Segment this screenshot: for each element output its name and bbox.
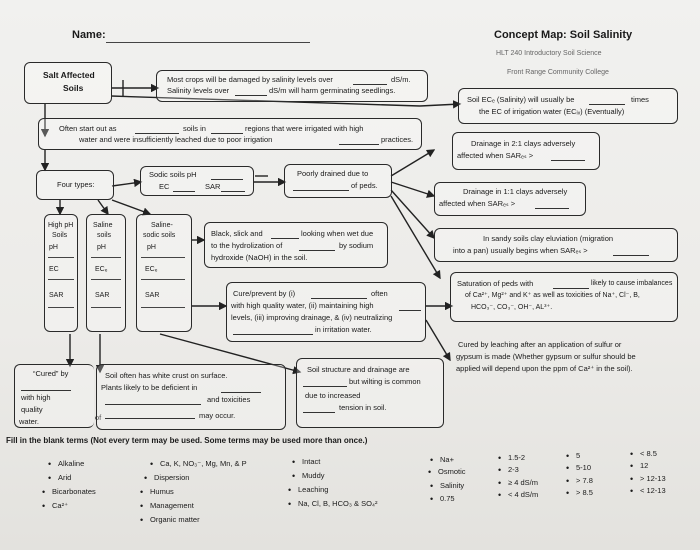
high-ph-soils-box: [44, 214, 78, 332]
term-gt78: • > 7.8: [576, 476, 593, 486]
white-crust-line3: and toxicities: [207, 395, 251, 404]
saline-sodic-ph: pH: [147, 244, 156, 251]
term-5-10: • 5-10: [576, 463, 591, 473]
drainage-11-box: [434, 182, 586, 216]
cured-by-leaching-line1: Cured by leaching after an application of sulfur or: [458, 340, 622, 349]
course-name: HLT 240 Introductory Soil Science: [496, 50, 602, 57]
term-ca-k-no3: • Ca, K, NO₃⁻, Mg, Mn, & P: [160, 459, 247, 469]
saline-title: Saline: [93, 222, 113, 229]
term-organic-matter: • Organic matter: [150, 515, 200, 525]
blank-cure-i[interactable]: [311, 291, 367, 299]
term-na-plus: • Na+: [440, 455, 454, 465]
college-name: Front Range Community College: [507, 69, 609, 76]
blank-black-slick[interactable]: [271, 231, 299, 239]
term-1-5-2: • 1.5-2: [508, 453, 525, 463]
sandy-soils-box: [434, 228, 678, 262]
saline-ph: pH: [97, 244, 106, 251]
term-arid: • Arid: [58, 473, 71, 483]
drainage-21-line2: affected when SARₑₛ >: [457, 151, 534, 160]
cure-prevent-line1a: Cure/prevent by (i): [233, 289, 296, 298]
sodic-sar-label: SAR: [205, 182, 221, 191]
soil-ec-line1b: times: [631, 95, 649, 104]
saline-soils: soils: [97, 232, 112, 239]
often-start-line1c: regions that were irrigated with high: [245, 124, 364, 133]
term-5: • 5: [576, 451, 580, 461]
saline-soils-box: [86, 214, 126, 332]
quality-label: quality: [21, 405, 43, 414]
blank-peds[interactable]: [293, 183, 349, 191]
blank-seedling-dsm[interactable]: [235, 88, 267, 96]
blank-practices[interactable]: [339, 137, 379, 145]
saturation-line1b: likely to cause imbalances: [591, 280, 673, 287]
word-bank-heading: Fill in the blank terms (Not every term may be used. Some terms may be used more than once.): [6, 436, 368, 445]
often-start-line1b: soils in: [183, 124, 206, 133]
sodic-soils-box: [140, 166, 254, 196]
term-12: • 12: [640, 461, 648, 471]
black-slick-line1a: Black, slick and: [211, 229, 263, 238]
term-lt4: • < 4 dS/m: [508, 490, 538, 500]
black-slick-box: [204, 222, 388, 268]
structure-line4: tension in soil.: [339, 403, 387, 412]
often-start-line2: water and were insufficiently leached due to poor irrigation: [79, 135, 273, 144]
blank-cured-by[interactable]: [21, 383, 71, 391]
poorly-drained-box: [284, 164, 392, 198]
blank-saturation[interactable]: [553, 281, 589, 289]
term-muddy: • Muddy: [302, 471, 325, 481]
high-ph-title: High pH: [48, 222, 74, 229]
blank-maintain-high[interactable]: [399, 303, 421, 311]
cure-prevent-box: [226, 282, 426, 342]
four-types-label: Four types:: [57, 180, 95, 189]
high-ph-ph: pH: [49, 244, 58, 251]
blank-sodic-ph[interactable]: [211, 172, 243, 180]
structure-line3: due to increased: [305, 391, 361, 400]
blank-sodic-sar[interactable]: [221, 184, 245, 192]
poorly-drained-line1: Poorly drained due to: [297, 169, 369, 178]
blank-crop-damage-dsm[interactable]: [353, 77, 387, 85]
soil-ec-box: [458, 88, 678, 124]
saturation-box: [450, 272, 678, 322]
salt-affected-line1: Salt Affected: [43, 70, 95, 80]
crop-damage-line2b: dS/m will harm germinating seedlings.: [269, 86, 396, 95]
sandy-soils-line2: into a pan) usually begins when SARₑₛ >: [453, 246, 588, 255]
crop-damage-box: [156, 70, 428, 102]
cure-prevent-line1b: often: [371, 289, 388, 298]
soil-ec-line1a: Soil ECₑ (Salinity) will usually be: [467, 95, 575, 104]
water-label: water.: [19, 417, 40, 426]
blank-start-soils[interactable]: [135, 126, 179, 134]
of-label: of: [95, 413, 102, 422]
term-leaching: • Leaching: [298, 485, 328, 495]
term-bicarbonates: • Bicarbonates: [52, 487, 96, 497]
black-slick-line1b: looking when wet due: [301, 229, 374, 238]
term-ge4: • ≥ 4 dS/m: [508, 478, 538, 488]
saline-sodic-title: Saline-: [151, 222, 173, 229]
sandy-soils-line1: In sandy soils clay eluviation (migration: [483, 234, 614, 243]
crop-damage-line1a: Most crops will be damaged by salinity levels over: [167, 75, 333, 84]
with-high-label: with high: [21, 393, 51, 402]
term-lt85: • < 8.5: [640, 449, 657, 459]
blank-drainage-11[interactable]: [535, 201, 569, 209]
term-salinity: • Salinity: [440, 481, 464, 491]
drainage-11-line1: Drainage in 1:1 clays adversely: [463, 187, 568, 196]
cured-by-leaching-line3: applied will depend upon the ppm of Ca²⁺ in the soil).: [456, 364, 633, 373]
page-title: Concept Map: Soil Salinity: [494, 29, 633, 41]
sodic-ec-label: EC: [159, 182, 170, 191]
crop-damage-line2a: Salinity levels over: [167, 86, 230, 95]
saline-sar: SAR: [95, 292, 110, 299]
blank-structure[interactable]: [303, 379, 347, 387]
term-lt12-13: • < 12-13: [640, 486, 666, 496]
term-intact: • Intact: [302, 457, 320, 467]
term-osmotic: • Osmotic: [438, 467, 466, 477]
blank-sodic-ec[interactable]: [173, 184, 195, 192]
drainage-11-line2: affected when SARₑₛ >: [439, 199, 516, 208]
blank-sandy-sar[interactable]: [613, 248, 649, 256]
term-2-3: • 2-3: [508, 465, 519, 475]
white-crust-line1: Soil often has white crust on surface.: [105, 371, 228, 380]
term-075: • 0.75: [440, 494, 455, 504]
structure-line2: but wilting is common: [349, 377, 421, 386]
saturation-line1a: Saturation of peds with: [457, 279, 534, 288]
blank-hydrolization[interactable]: [299, 243, 335, 251]
saline-sodic-soils: sodic soils: [143, 232, 176, 239]
blank-drainage-21[interactable]: [551, 153, 585, 161]
crop-damage-line1b: dS/m.: [391, 75, 411, 84]
cure-prevent-line4: in irritation water.: [315, 325, 372, 334]
blank-neutralizing[interactable]: [233, 327, 313, 335]
saline-sodic-sar: SAR: [145, 292, 160, 299]
term-gt12-13: • > 12-13: [640, 474, 666, 484]
white-crust-line2: Plants likely to be deficient in: [101, 383, 198, 392]
term-gt85: • > 8.5: [576, 488, 593, 498]
saline-sodic-ec: ECₑ: [145, 266, 158, 273]
term-alkaline: • Alkaline: [58, 459, 84, 469]
term-humus: • Humus: [150, 487, 174, 497]
blank-deficient[interactable]: [221, 385, 261, 393]
term-management: • Management: [150, 501, 194, 511]
cure-prevent-line3: levels, (iii) improving drainage, & (iv) neutralizing: [231, 313, 393, 322]
saturation-line3: HCO₃⁻, CO₃⁻, OH⁻, AL³⁺.: [471, 304, 553, 311]
high-ph-ec: EC: [49, 266, 59, 273]
cured-by-quote: “Cured” by: [33, 369, 69, 378]
high-ph-soils: Soils: [52, 232, 68, 239]
saline-ec: ECₑ: [95, 266, 108, 273]
blank-tension[interactable]: [303, 405, 335, 413]
salt-affected-line2: Soils: [63, 83, 84, 93]
black-slick-line2b: by sodium: [339, 241, 374, 250]
cure-prevent-line2: with high quality water, (ii) maintaining high: [231, 301, 374, 310]
high-ph-sar: SAR: [49, 292, 64, 299]
soil-structure-box: [296, 358, 444, 428]
often-start-line2b: practices.: [381, 135, 414, 144]
often-start-line1a: Often start out as: [59, 124, 117, 133]
term-na-cl-b: • Na, Cl, B, HCO₃ & SO₄²: [298, 499, 377, 509]
name-label: Name:: [72, 29, 106, 41]
cured-by-box: [14, 364, 102, 428]
white-crust-line4: may occur.: [199, 411, 236, 420]
blank-regions[interactable]: [211, 126, 243, 134]
blank-may-occur[interactable]: [105, 411, 195, 419]
structure-line1: Soil structure and drainage are: [307, 365, 410, 374]
white-crust-box: [96, 364, 286, 430]
cured-by-leaching-line2: gypsum is made (Whether gypsum or sulfur should be: [456, 352, 636, 361]
sodic-ph-label: Sodic soils pH: [149, 170, 197, 179]
saline-sodic-box: [136, 214, 192, 332]
blank-ec-times[interactable]: [589, 97, 625, 105]
often-start-box: [38, 118, 422, 150]
blank-toxicities[interactable]: [105, 397, 201, 405]
black-slick-line2a: to the hydrolization of: [211, 241, 283, 250]
soil-ec-line2: the EC of irrigation water (ECᵢᵥ) (Eventually): [479, 107, 625, 116]
term-dispersion: • Dispersion: [154, 473, 189, 483]
drainage-21-line1: Drainage in 2:1 clays adversely: [471, 139, 576, 148]
black-slick-line3: hydroxide (NaOH) in the soil.: [211, 253, 308, 262]
saturation-line2: of Ca²⁺, Mg²⁺ and K⁺ as well as toxicities of Na⁺, Cl⁻, B,: [465, 292, 640, 299]
drainage-21-box: [452, 132, 600, 170]
salt-affected-soils-box: [24, 62, 112, 104]
four-types-box: [36, 170, 114, 200]
poorly-drained-line2: of peds.: [351, 181, 378, 190]
term-ca: • Ca²⁺: [52, 501, 68, 511]
